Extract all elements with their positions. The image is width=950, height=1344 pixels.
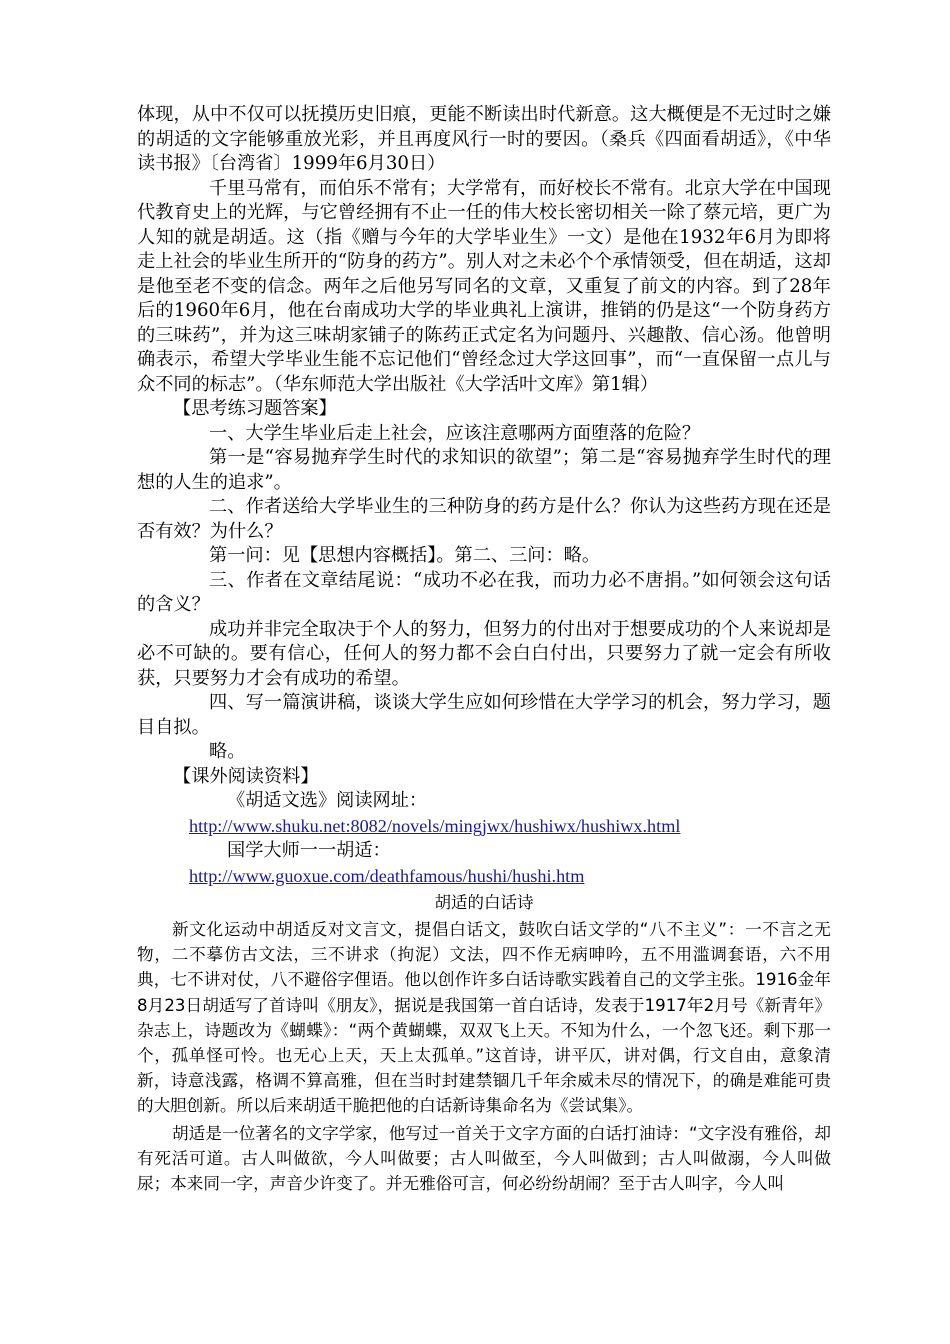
answer-4: 略。 [209, 741, 246, 762]
article-title: 胡适的白话诗 [434, 893, 534, 912]
answer-3: 成功并非完全取决于个人的努力，但努力的付出对于想要成功的个人来说却是必不可缺的。要有信心，任何人的努力都不会白白付出，只要努力了就一定会有所收获，只要努力才会有成功的希望。 [137, 618, 831, 689]
article-paragraph-1: 新文化运动中胡适反对文言文，提倡白话文，鼓吹白话文学的“八不主义”：一不言之无物，二不摹仿古文法，三不讲求（拘泥）文法，四不作无病呻吟，五不用滥调套语，六不用典，七不讲对仗，八不避俗字俚语。他以创作许多白话诗歌实践着自己的文学主张。1916金年8月23日胡适写了首诗叫《朋友》，据说是我国第一首白话诗，发表于1917年2月号《新青年》杂志上，诗题改为《蝴蝶》：“两个黄蝴蝶，双双飞上天。不知为什么，一个忽飞还。剩下那一个，孤单怪可怜。也无心上天，天上太孤单。”这首诗，讲平仄，讲对偶，行文自由，意象清新，诗意浅露，格调不算高雅，但在当时封建禁锢几千年余威未尽的情况下，的确是难能可贵的大胆创新。所以后来胡适干脆把他的白话新诗集命名为《尝试集》。 [137, 920, 831, 1116]
reading-item-1-link-row [137, 814, 831, 840]
question-3: 三、作者在文章结尾说：“成功不必在我，而功力必不唐捐。”如何领会这句话的含义？ [137, 569, 831, 615]
question-4: 四、写一篇演讲稿，谈谈大学生应如何珍惜在大学学习的机会，努力学习，题目自拟。 [137, 692, 831, 738]
reading-item-2-label: 国学大师一一胡适： [227, 840, 391, 861]
paragraph-good-president: 千里马常有，而伯乐不常有；大学常有，而好校长不常有。北京大学在中国现代教育史上的光辉，与它曾经拥有不止一任的伟大校长密切相关一除了蔡元培，更广为人知的就是胡适。这（指《赠与今年的大学毕业生》一文）是他在1932年6月为即将走上社会的毕业生所开的“防身的药方”。别人对之未必个个承情领受，但在胡适，这却是他至老不变的信念。两年之后他另写同名的文章，又重复了前文的内容。到了28年后的1960年6月，他在台南成功大学的毕业典礼上演讲，推销的仍是这“一个防身药方的三味药”，并为这三味胡家铺子的陈药正式定名为问题丹、兴趣散、信心汤。他曾明确表示，希望大学毕业生能不忘记他们“曾经念过大学这回事”，而“一直保留一点儿与众不同的标志”。（华东师范大学出版社《大学活叶文库》第1辑） [137, 177, 831, 395]
answer-1: 第一是“容易抛弃学生时代的求知识的欲望”；第二是“容易抛弃学生时代的理想的人生的追求”。 [137, 447, 831, 493]
question-2: 二、作者送给大学毕业生的三种防身的药方是什么？你认为这些药方现在还是否有效？为什么？ [137, 496, 831, 542]
guoxue-link[interactable]: http://www.guoxue.com/deathfamous/hushi/hushi.htm [189, 865, 585, 886]
exercise-answers-heading: 【思考练习题答案】 [173, 398, 337, 419]
reading-item-2-link-row [137, 864, 831, 890]
reading-item-1-label: 《胡适文选》阅读网址： [227, 790, 428, 811]
hushiwx-link[interactable]: http://www.shuku.net:8082/novels/mingjwx/hushiwx/hushiwx.html [189, 815, 681, 836]
answer-2: 第一问：见【思想内容概括】。第二、三问：略。 [209, 545, 601, 566]
article-paragraph-2: 胡适是一位著名的文字学家，他写过一首关于文字方面的白话打油诗：“文字没有雅俗，却有死活可道。古人叫做欲，今人叫做要；古人叫做至，今人叫做到；古人叫做溺，今人叫做尿；本来同一字，声音少许变了。并无雅俗可言，何必纷纷胡闹？至于古人叫字，今人叫 [137, 1123, 831, 1194]
question-1: 一、大学生毕业后走上社会，应该注意哪两方面堕落的危险？ [209, 422, 701, 444]
paragraph-hushi-review: 体现，从中不仅可以抚摸历史旧痕，更能不断读出时代新意。这大概便是不无过时之嫌的胡适的文字能够重放光彩，并且再度风行一时的要因。（桑兵《四面看胡适》，《中华读书报》〔台湾省〕1999年6月30日） [137, 104, 831, 174]
reading-materials-heading: 【课外阅读资料】 [173, 765, 319, 787]
document-page [137, 103, 831, 1196]
